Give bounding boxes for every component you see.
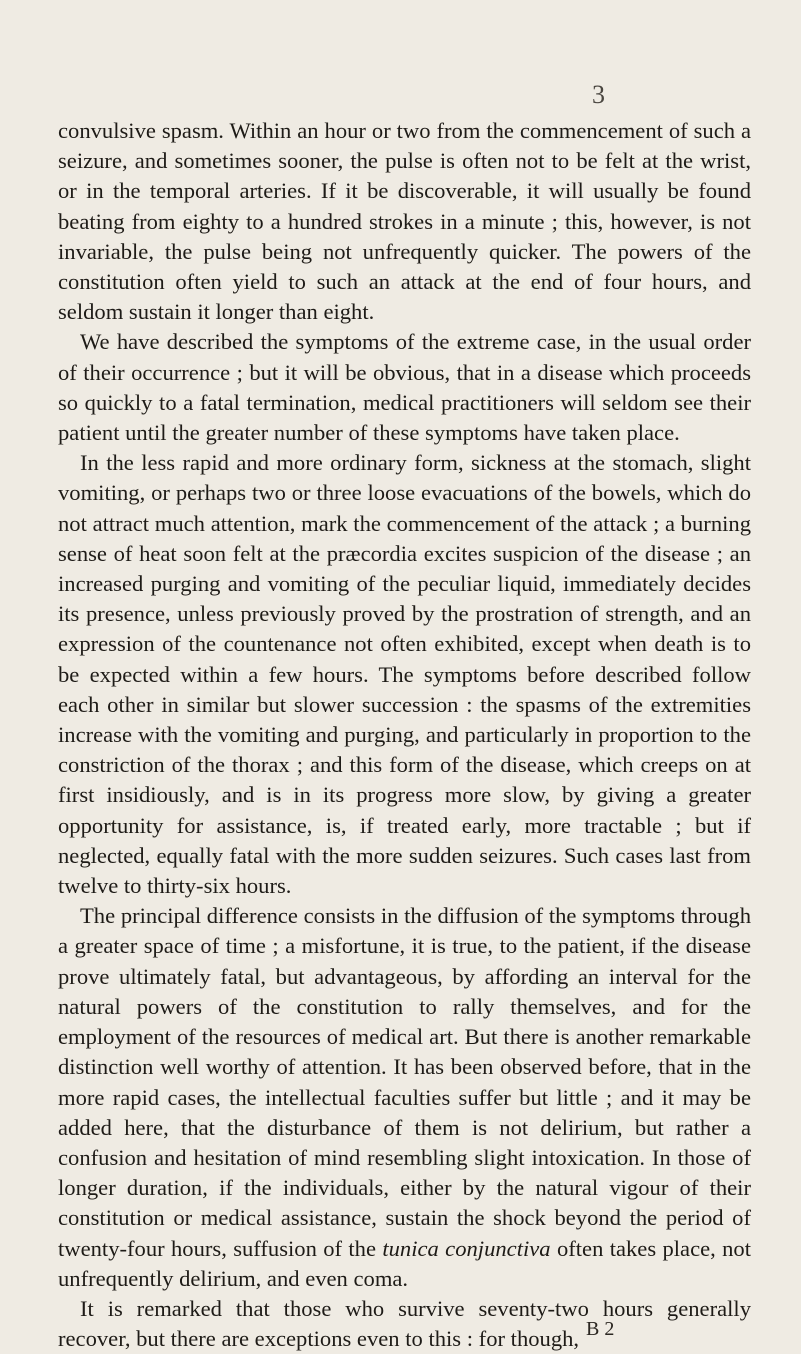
paragraph-1-text: convulsive spasm. Within an hour or two from the commencement of such a seizure, and sometimes sooner, the pulse is often not to be felt at the wrist, or in the temporal arteries. If it be discoverable, it will usually be found beating from eighty to a hundred strokes in a minute ; this, however, is not invariable, the pulse being not unfrequently quicker. The powers of the constitution often yield to such an attack at the end of four hours, and seldom sustain it longer than eight.: [58, 118, 751, 325]
paragraph-4-emphasis: tunica conjunctiva: [382, 1235, 551, 1261]
paragraph-3-text: In the less rapid and more ordinary form, sickness at the stomach, slight vomiting, or perhaps two or three loose evacuations of the bowels, which do not attract much attention, mark the commencement of the attack ; a burning sense of heat soon felt at the præcordia excites suspicion of the disease ; an increased purging and vomiting of the peculiar liquid, immediately decides its presence, unless previously proved by the prostration of strength, and an expression of the countenance not often exhibited, except when death is to be expected within a few hours. The symptoms before described follow each other in similar but slower succession : the spasms of the extremities increase with the vomiting and purging, and particularly in proportion to the constriction of the thorax ; and this form of the disease, which creeps on at first insidiously, and is in its progress more slow, by giving a greater opportunity for assistance, is, if treated early, more tractable ; but if neglected, equally fatal with the more sudden seizures. Such cases last from twelve to thirty-six hours.: [58, 450, 751, 899]
paragraph-5-text: It is remarked that those who survive seventy-two hours generally recover, but there are exceptions even to this : for though,: [58, 1295, 751, 1352]
paragraph-4: [58, 901, 751, 1294]
paragraph-5: [58, 1294, 751, 1354]
page-number: 3: [592, 80, 605, 109]
paragraph-4-text-before: The principal difference consists in the diffusion of the symptoms through a greater space of time ; a misfortune, it is true, to the patient, if the disease prove ultimately fatal, but advantageous, by affording an interval for the natural powers of the constitution to rally themselves, and for the employment of the resources of medical art. But there is another remarkable distinction well worthy of attention. It has been observed before, that in the more rapid cases, the intellectual faculties suffer but little ; and it may be added here, that the disturbance of them is not delirium, but rather a confusion and hesitation of mind resembling slight intoxication. In those of longer duration, if the individuals, either by the natural vigour of their constitution or medical assistance, sustain the shock beyond the period of twenty-four hours, suffusion of the: [58, 903, 751, 1261]
paragraph-3: [58, 448, 751, 901]
paragraph-4-text-after: often takes place, not unfrequently delirium, and even coma.: [58, 1235, 751, 1291]
paragraph-2-text: We have described the symptoms of the extreme case, in the usual order of their occurrence ; but it will be obvious, that in a disease which proceeds so quickly to a fatal termination, medical practitioners will seldom see their patient until the greater number of these symptoms have taken place.: [58, 329, 751, 446]
paragraph-1: [58, 116, 751, 327]
signature-mark: B 2: [586, 1318, 615, 1340]
body-text: [58, 116, 751, 1354]
paragraph-2: [58, 327, 751, 448]
